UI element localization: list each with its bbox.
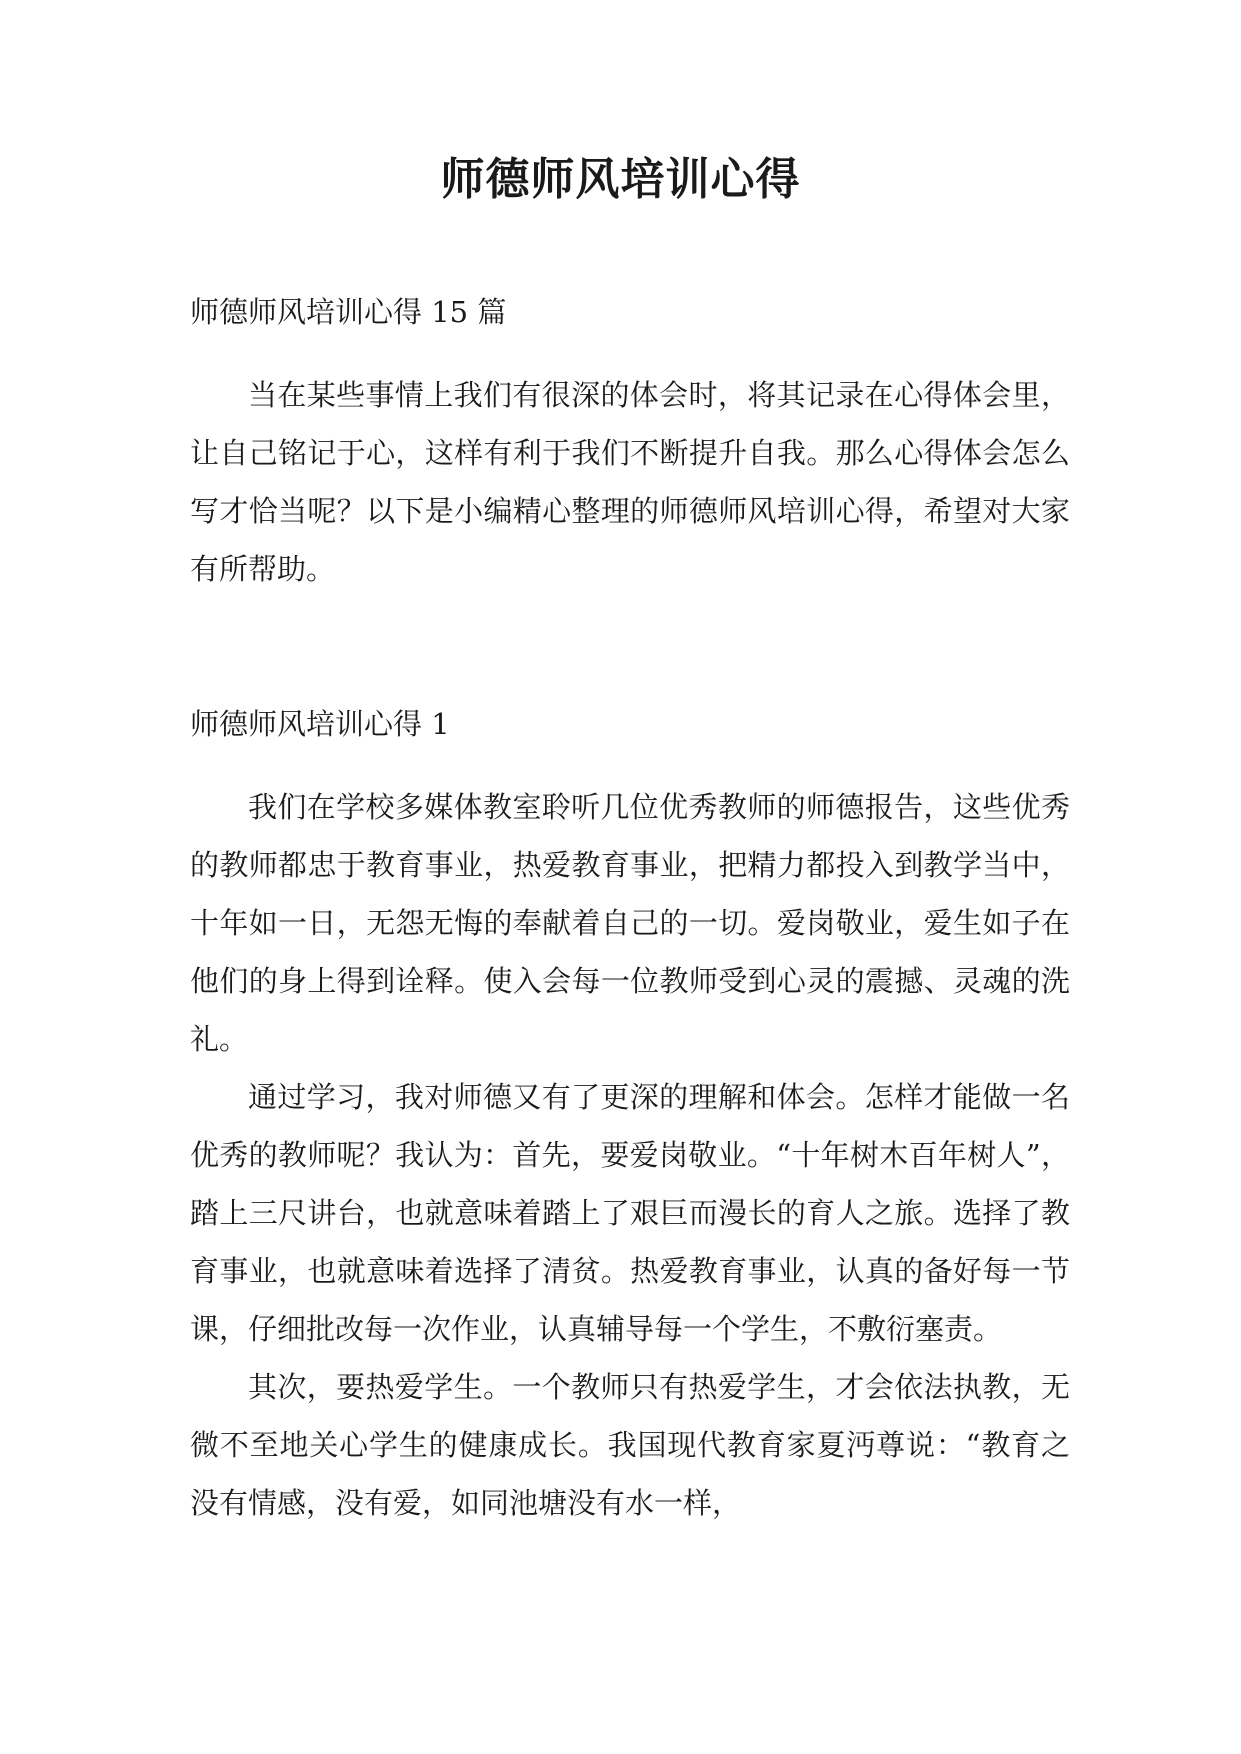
document-title: 师德师风培训心得 — [440, 154, 801, 205]
intro-paragraph: 当在某些事情上我们有很深的体会时，将其记录在心得体会里，让自己铭记于心，这样有利于我们不断提升自我。那么心得体会怎么写才恰当呢？以下是小编精心整理的师德师风培训心得，希望对大家有所帮助。 — [190, 378, 1070, 586]
section-body — [190, 778, 1070, 1532]
body-paragraph: 其次，要热爱学生。一个教师只有热爱学生，才会依法执教，无微不至地关心学生的健康成长。我国现代教育家夏沔尊说：“教育之没有情感，没有爱，如同池塘没有水一样， — [190, 1370, 1070, 1520]
intro-block — [190, 366, 1070, 598]
body-paragraph: 我们在学校多媒体教室聆听几位优秀教师的师德报告，这些优秀的教师都忠于教育事业，热爱教育事业，把精力都投入到教学当中，十年如一日，无怨无悔的奉献着自己的一切。爱岗敬业，爱生如子在他们的身上得到诠释。使入会每一位教师受到心灵的震撼、灵魂的洗礼。 — [190, 790, 1070, 1056]
body-paragraph: 通过学习，我对师德又有了更深的理解和体会。怎样才能做一名优秀的教师呢？我认为：首先，要爱岗敬业。“十年树木百年树人”，踏上三尺讲台，也就意味着踏上了艰巨而漫长的育人之旅。选择了教育事业，也就意味着选择了清贫。热爱教育事业，认真的备好每一节课，仔细批改每一次作业，认真辅导每一个学生，不敷衍塞责。 — [190, 1080, 1070, 1346]
document-subtitle: 师德师风培训心得 15 篇 — [190, 295, 507, 329]
section-heading: 师德师风培训心得 1 — [190, 707, 450, 741]
